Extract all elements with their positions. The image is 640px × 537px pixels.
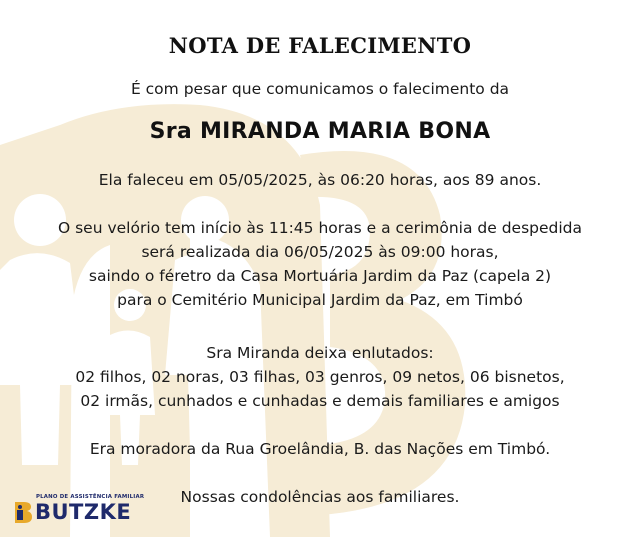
- intro-text: É com pesar que comunicamos o falecimento da: [130, 80, 510, 98]
- watermark-logo: [0, 85, 640, 537]
- butzke-logo: [14, 494, 145, 526]
- survivors-line: 02 irmãs, cunhados e cunhadas e demais familiares e amigos: [80, 392, 560, 410]
- logo-name: BUTZKE: [35, 500, 132, 524]
- logo-tagline: PLANO DE ASSISTÊNCIA FAMILIAR: [36, 494, 145, 500]
- wake-line: O seu velório tem início às 11:45 horas e a cerimônia de despedida: [57, 219, 583, 237]
- death-info: Ela faleceu em 05/05/2025, às 06:20 horas, aos 89 anos.: [98, 171, 542, 189]
- wake-line: saindo o féretro da Casa Mortuária Jardim da Paz (capela 2): [88, 267, 552, 285]
- deceased-name: Sra MIRANDA MARIA BONA: [149, 119, 491, 144]
- notice-title: NOTA DE FALECIMENTO: [168, 33, 472, 58]
- residence-text: Era moradora da Rua Groelândia, B. das Nações em Timbó.: [89, 440, 551, 458]
- wake-line: será realizada dia 06/05/2025 às 09:00 horas,: [141, 243, 499, 261]
- survivors-line: 02 filhos, 02 noras, 03 filhas, 03 genros, 09 netos, 06 bisnetos,: [75, 368, 565, 386]
- survivors-line: Sra Miranda deixa enlutados:: [206, 344, 434, 362]
- family-logo-icon: [14, 500, 32, 524]
- condolences-text: Nossas condolências aos familiares.: [180, 488, 460, 506]
- wake-line: para o Cemitério Municipal Jardim da Paz, em Timbó: [117, 291, 523, 309]
